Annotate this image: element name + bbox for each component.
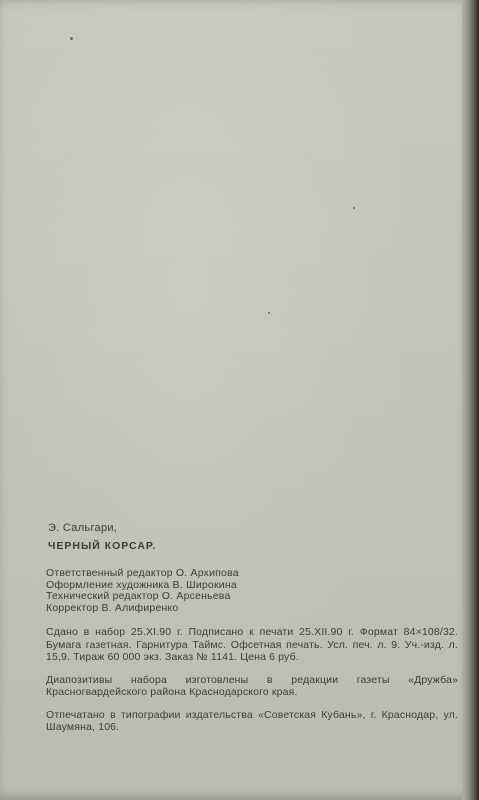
credits-list [46,568,458,614]
print-details: Сдано в набор 25.XI.90 г. Подписано к печати 25.XII.90 г. Формат 84×108/32. Бумага газетная. Гарнитура Таймс. Офсетная печать. Усл. печ. л. 9. Уч.-изд. л. 15,9. Тираж 60 000 экз. Заказ № 1141. Цена 6 руб. [46,626,458,663]
credit-line: Ответственный редактор О. Архипова [46,567,239,579]
credit-line: Корректор В. Алифиренко [46,601,179,614]
paper-speck [268,312,270,314]
paper-speck [353,207,355,209]
paper-speck [70,37,73,40]
imprint-block [46,522,458,734]
slides-note: Диапозитивы набора изготовлены в редакции газеты «Дружба» Красногвардейского района Краснодарского края. [46,673,458,698]
credit-line: Технический редактор О. Арсеньева [46,590,231,602]
author-name: Э. Сальгари, [48,522,118,534]
book-title: ЧЕРНЫЙ КОРСАР. [48,540,157,552]
printing-house: Отпечатано в типографии издательства «Советская Кубань», г. Краснодар, ул. Шаумяна, 106. [46,708,458,733]
credit-line: Оформление художника В. Широкина [46,578,237,591]
page-edge-shadow [462,0,479,800]
